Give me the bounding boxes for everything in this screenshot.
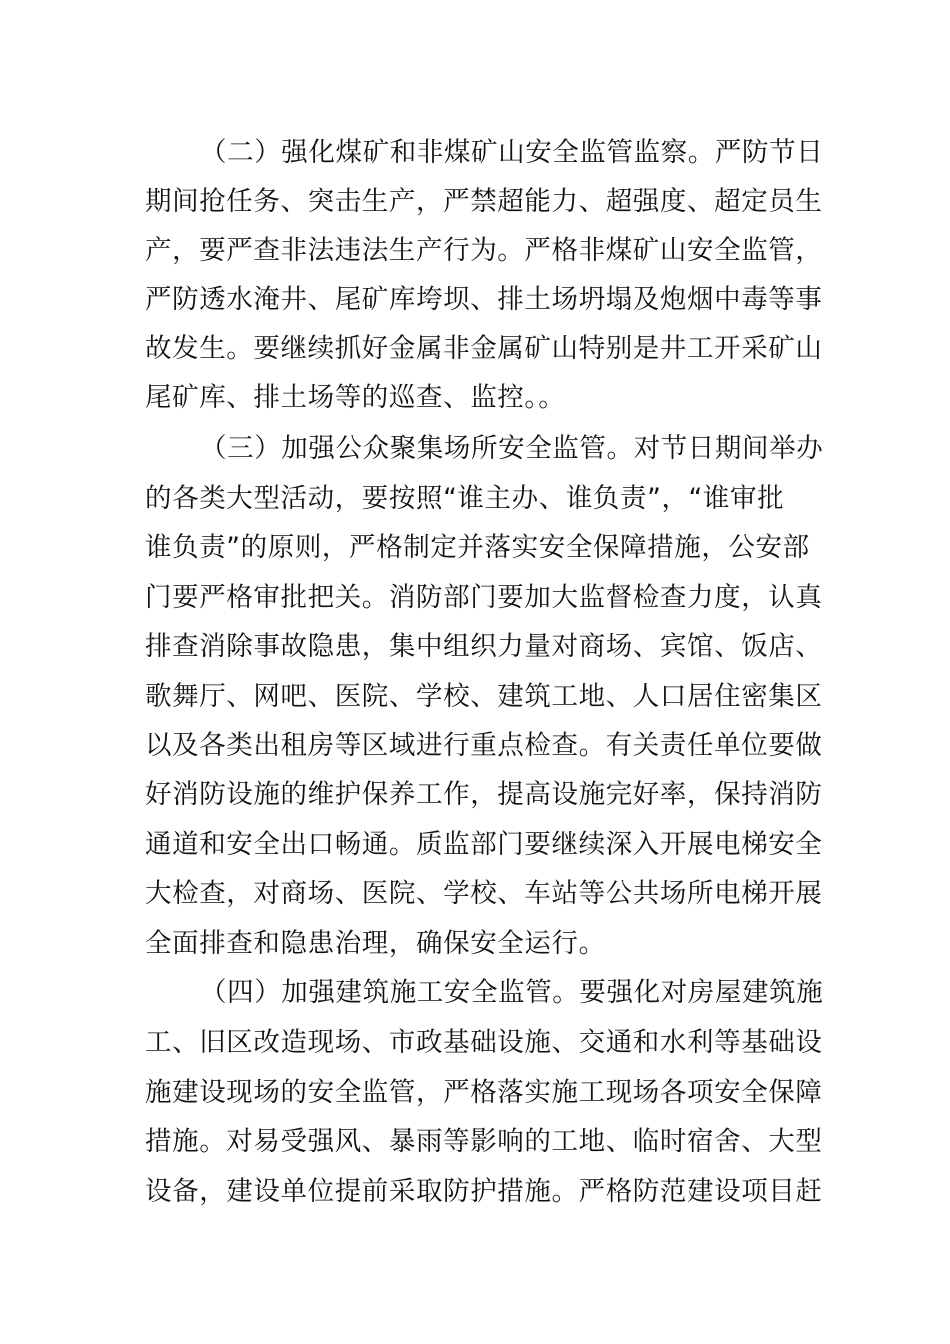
paragraph-1-line-2: 期间抢任务、突击生产，严禁超能力、超强度、超定员生	[145, 186, 823, 217]
paragraph-2-line-7: 以及各类出租房等区域进行重点检查。有关责任单位要做	[145, 730, 823, 761]
paragraph-3-line-5: 设备，建设单位提前采取防护措施。严格防范建设项目赶	[145, 1176, 823, 1207]
paragraph-3-line-4: 措施。对易受强风、暴雨等影响的工地、临时宿舍、大型	[145, 1126, 823, 1157]
paragraph-2-line-6: 歌舞厅、网吧、医院、学校、建筑工地、人口居住密集区	[145, 681, 823, 712]
paragraph-2-line-10: 大检查，对商场、医院、学校、车站等公共场所电梯开展	[145, 878, 823, 909]
paragraph-2-line-3: 谁负责”的原则，严格制定并落实安全保障措施，公安部	[145, 532, 810, 563]
paragraph-1-line-6: 尾矿库、排土场等的巡查、监控。。	[145, 382, 566, 413]
paragraph-3-line-3: 施建设现场的安全监管，严格落实施工现场各项安全保障	[145, 1077, 823, 1108]
paragraph-2-line-9: 通道和安全出口畅通。质监部门要继续深入开展电梯安全	[145, 829, 823, 860]
paragraph-3-line-1: （四）加强建筑施工安全监管。要强化对房屋建筑施	[200, 977, 824, 1008]
paragraph-3-line-2: 工、旧区改造现场、市政基础设施、交通和水利等基础设	[145, 1027, 823, 1058]
paragraph-2-line-8: 好消防设施的维护保养工作，提高设施完好率，保持消防	[145, 779, 823, 810]
paragraph-2-line-5: 排查消除事故隐患，集中组织力量对商场、宾馆、饭店、	[145, 631, 823, 662]
paragraph-1-line-5: 故发生。要继续抓好金属非金属矿山特别是井工开采矿山	[145, 333, 823, 364]
paragraph-2-line-4: 门要严格审批把关。消防部门要加大监督检查力度，认真	[145, 582, 823, 613]
paragraph-2-line-1: （三）加强公众聚集场所安全监管。对节日期间举办	[200, 433, 824, 464]
paragraph-2-line-2: 的各类大型活动，要按照“谁主办、谁负责”，“谁审批	[145, 483, 785, 514]
paragraph-1-line-1: （二）强化煤矿和非煤矿山安全监管监察。严防节日	[200, 137, 824, 168]
paragraph-2-line-11: 全面排查和隐患治理，确保安全运行。	[145, 928, 606, 959]
paragraph-1-line-4: 严防透水淹井、尾矿库垮坝、排土场坍塌及炮烟中毒等事	[145, 284, 823, 315]
paragraph-1-line-3: 产，要严查非法违法生产行为。严格非煤矿山安全监管，	[145, 235, 823, 266]
